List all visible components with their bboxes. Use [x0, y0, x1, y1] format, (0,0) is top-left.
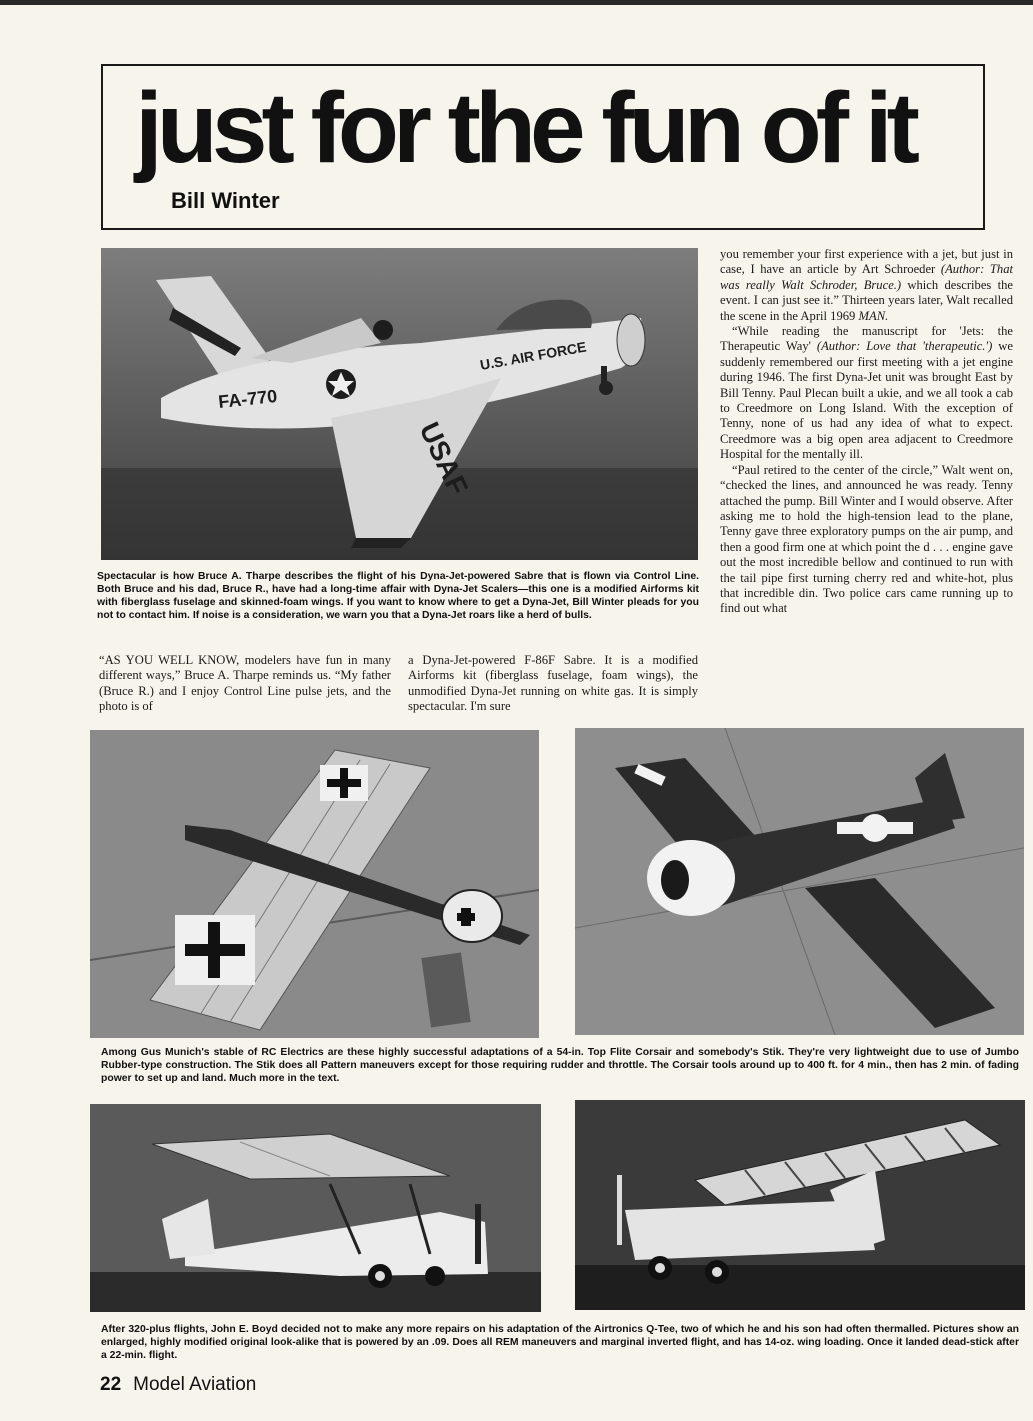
- photo-stik: [90, 730, 539, 1038]
- body-paragraph-3: “Paul retired to the center of the circle,” Walt went on, “checked the lines, and announced he was ready. Tenny attached the pump. Bill Winter and I would observe. After asking me to hold the high-tension lead to the plane, Tenny gave three exploratory pumps on the air pump, and then a good firm one at which point the d . . . engine gave out the most incredible bellow and continued to run with the tail pipe first turning cherry red and white-hot, plus that incredible din. Two police cars came running up to find out what: [720, 462, 1013, 616]
- body-paragraph: a Dyna-Jet-powered F-86F Sabre. It is a modified Airforms kit (fiberglass fuselage, foam wings), the unmodified Dyna-Jet running on white gas. It is simply spectacular. I'm sure: [408, 653, 698, 714]
- body-column-1: [99, 653, 391, 715]
- text-run: which describes the event. I can just see it.” Thirteen years later, Walt recalled the scene in the April 1969: [720, 277, 1013, 323]
- photo-sabre-jet: [101, 248, 698, 560]
- article-title: just for the fun of it: [135, 72, 914, 184]
- marking-usaf: USAF: [413, 417, 474, 500]
- marking-us-air-force: U.S. AIR FORCE: [478, 338, 588, 373]
- body-column-3: [720, 247, 1013, 617]
- magazine-name: MAN.: [858, 308, 889, 323]
- magazine-name: Model Aviation: [133, 1374, 257, 1395]
- photo-qtee-left: [90, 1104, 541, 1312]
- marking-fa-770: FA-770: [217, 385, 279, 412]
- text-run: you remember your first experience with a jet, but just in case, I have an article by Art Schroeder: [720, 247, 1013, 277]
- caption-rc-electrics: Among Gus Munich's stable of RC Electrics are these highly successful adaptations of a 54-in. Top Flite Corsair and somebody's Stik. They're very lightweight due to use of Jumbo Rubber-type construction. The Stik does all Pattern maneuvers except for those requiring rudder and throttle. The Corsair tools around up to 400 ft. for 4 min., then has 2 min. of fading power to set up and land. Much more in the text.: [101, 1047, 1019, 1084]
- text-run: we suddenly remembered our first meeting with a jet engine during 1946. The first Dyna-Jet unit was brought East by Bill Tenny. Paul Plecan built a ukie, and we all took a cab to Creedmore on Long Island. With the exception of Tenny, none of us had any idea of what to expect. Creedmore was a big open area adjacent to Creedmore Hospital for the mentally ill.: [720, 339, 1013, 462]
- caption-sabre: Spectacular is how Bruce A. Tharpe describes the flight of his Dyna-Jet-powered Sabre that is flown via Control Line. Both Bruce and his dad, Bruce R., have had a long-time affair with Dyna-Jet Scalers—this one is a modified Airforms kit with fiberglass fuselage and skinned-foam wings. If you want to know where to get a Dyna-Jet, Bill Winter pleads for you not to contact him. If noise is a consideration, we warn you that a Dyna-Jet roars like a herd of bulls.: [97, 571, 699, 621]
- body-paragraph: “AS YOU WELL KNOW, modelers have fun in many different ways,” Bruce A. Tharpe reminds us. “My father (Bruce R.) and I enjoy Control Line pulse jets, and the photo is of: [99, 653, 391, 714]
- body-column-2: [408, 653, 698, 715]
- text-run: “While reading the manuscript for 'Jets: the Therapeutic Way': [720, 324, 1013, 354]
- page-number: 22: [100, 1374, 122, 1395]
- author-note: (Author: Love that 'therapeutic.'): [816, 339, 993, 354]
- body-paragraph-1: [720, 247, 1013, 324]
- page-footer: [100, 1374, 256, 1396]
- body-paragraph-2: [720, 324, 1013, 463]
- caption-qtee: After 320-plus flights, John E. Boyd decided not to make any more repairs on his adaptation of the Airtronics Q-Tee, two of which he and his son had often thermalled. Pictures show an enlarged, highly modified original look-alike that is powered by an .09. Does all REM maneuvers and marginal inverted flight, and has 14-oz. wing loading. Once it landed dead-stick after a 22-min. flight.: [101, 1324, 1019, 1361]
- title-box: [101, 64, 985, 230]
- author-note: (Author: That was really Walt Schroder, Bruce.): [720, 262, 1013, 292]
- photo-corsair: [575, 728, 1024, 1035]
- top-edge-rule: [0, 0, 1033, 5]
- author-byline: Bill Winter: [171, 188, 280, 213]
- photo-qtee-right: [575, 1100, 1025, 1310]
